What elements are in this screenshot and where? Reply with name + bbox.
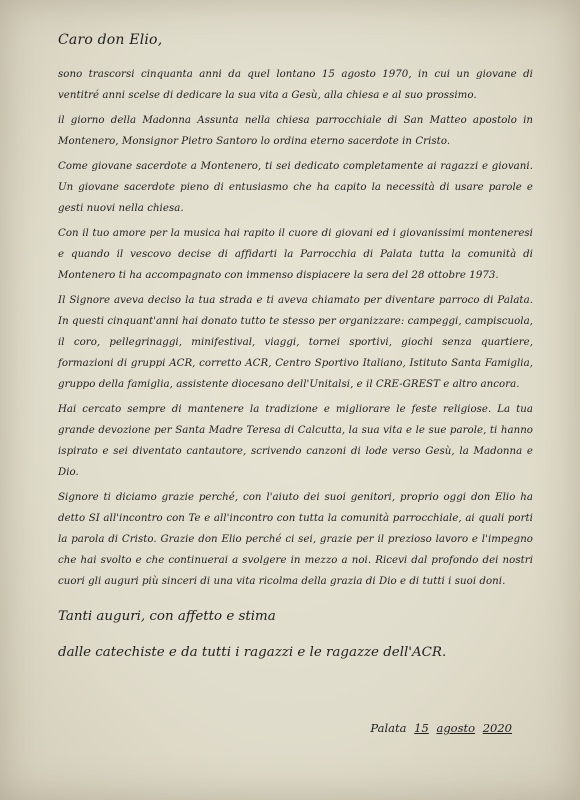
paragraph-5: Il Signore aveva deciso la tua strada e ti aveva chiamato per diventare parroco di Palata. In questi cinquant'anni hai donato tutto te stesso per organizzare: campeggi, campiscuola, il coro, pellegrinaggi, minifestival, viaggi, tornei sportivi, giochi senza quartiere, formazioni di gruppi ACR, corretto ACR, Centro Sportivo Italiano, Istituto Santa Famiglia, gruppo della famiglia, assistente diocesano dell'Unitalsi, e il CRE-GREST e altro ancora. <box>58 295 533 390</box>
place-date-signature <box>366 721 512 735</box>
paragraph-4: Con il tuo amore per la musica hai rapito il cuore di giovani ed i giovanissimi monteneresi e quando il vescovo decise di affidarti la Parrocchia di Palata tutta la comunità di Montenero ti ha accompagnato con immenso dispiacere la sera del 28 ottobre 1973. <box>58 228 533 281</box>
paragraph-6: Hai cercato sempre di mantenere la tradizione e migliorare le feste religiose. La tua grande devozione per Santa Madre Teresa di Calcutta, la sua vita e le sue parole, ti hanno ispirato e sei diventato cantautore, scrivendo canzoni di lode verso Gesù, la Madonna e Dio. <box>58 404 533 478</box>
signature-place: Palata <box>370 721 407 735</box>
signature-day: 15 <box>414 721 429 735</box>
paragraph-7: Signore ti diciamo grazie perché, con l'aiuto dei suoi genitori, proprio oggi don Elio ha detto SI all'incontro con Te e all'incontro con tutta la comunità parrocchiale, ai quali porti la parola di Cristo. Grazie don Elio perché ci sei, grazie per il prezioso lavoro e l'impegno che hai svolto e che continuerai a svolgere in mezzo a noi. Ricevi dal profondo dei nostri cuori gli auguri più sinceri di una vita ricolma della grazia di Dio e di tutti i suoi doni. <box>58 492 533 587</box>
letter-body <box>58 32 533 664</box>
signature-month: agosto <box>436 721 476 735</box>
paragraph-2: il giorno della Madonna Assunta nella chiesa parrocchiale di San Matteo apostolo in Montenero, Monsignor Pietro Santoro lo ordina eterno sacerdote in Cristo. <box>58 115 533 147</box>
closing-greeting: Tanti auguri, con affetto e stima <box>58 609 276 624</box>
closing-from: dalle catechiste e da tutti i ragazzi e le ragazze dell'ACR. <box>58 645 447 660</box>
salutation: Caro don Elio, <box>58 32 163 48</box>
signature-year: 2020 <box>482 721 512 735</box>
paragraph-3: Come giovane sacerdote a Montenero, ti sei dedicato completamente ai ragazzi e giovani. Un giovane sacerdote pieno di entusiasmo che ha capito la necessità di usare parole e gesti nuovi nella chiesa. <box>58 161 533 214</box>
paragraph-1: sono trascorsi cinquanta anni da quel lontano 15 agosto 1970, in cui un giovane di ventitré anni scelse di dedicare la sua vita a Gesù, alla chiesa e al suo prossimo. <box>58 69 533 101</box>
